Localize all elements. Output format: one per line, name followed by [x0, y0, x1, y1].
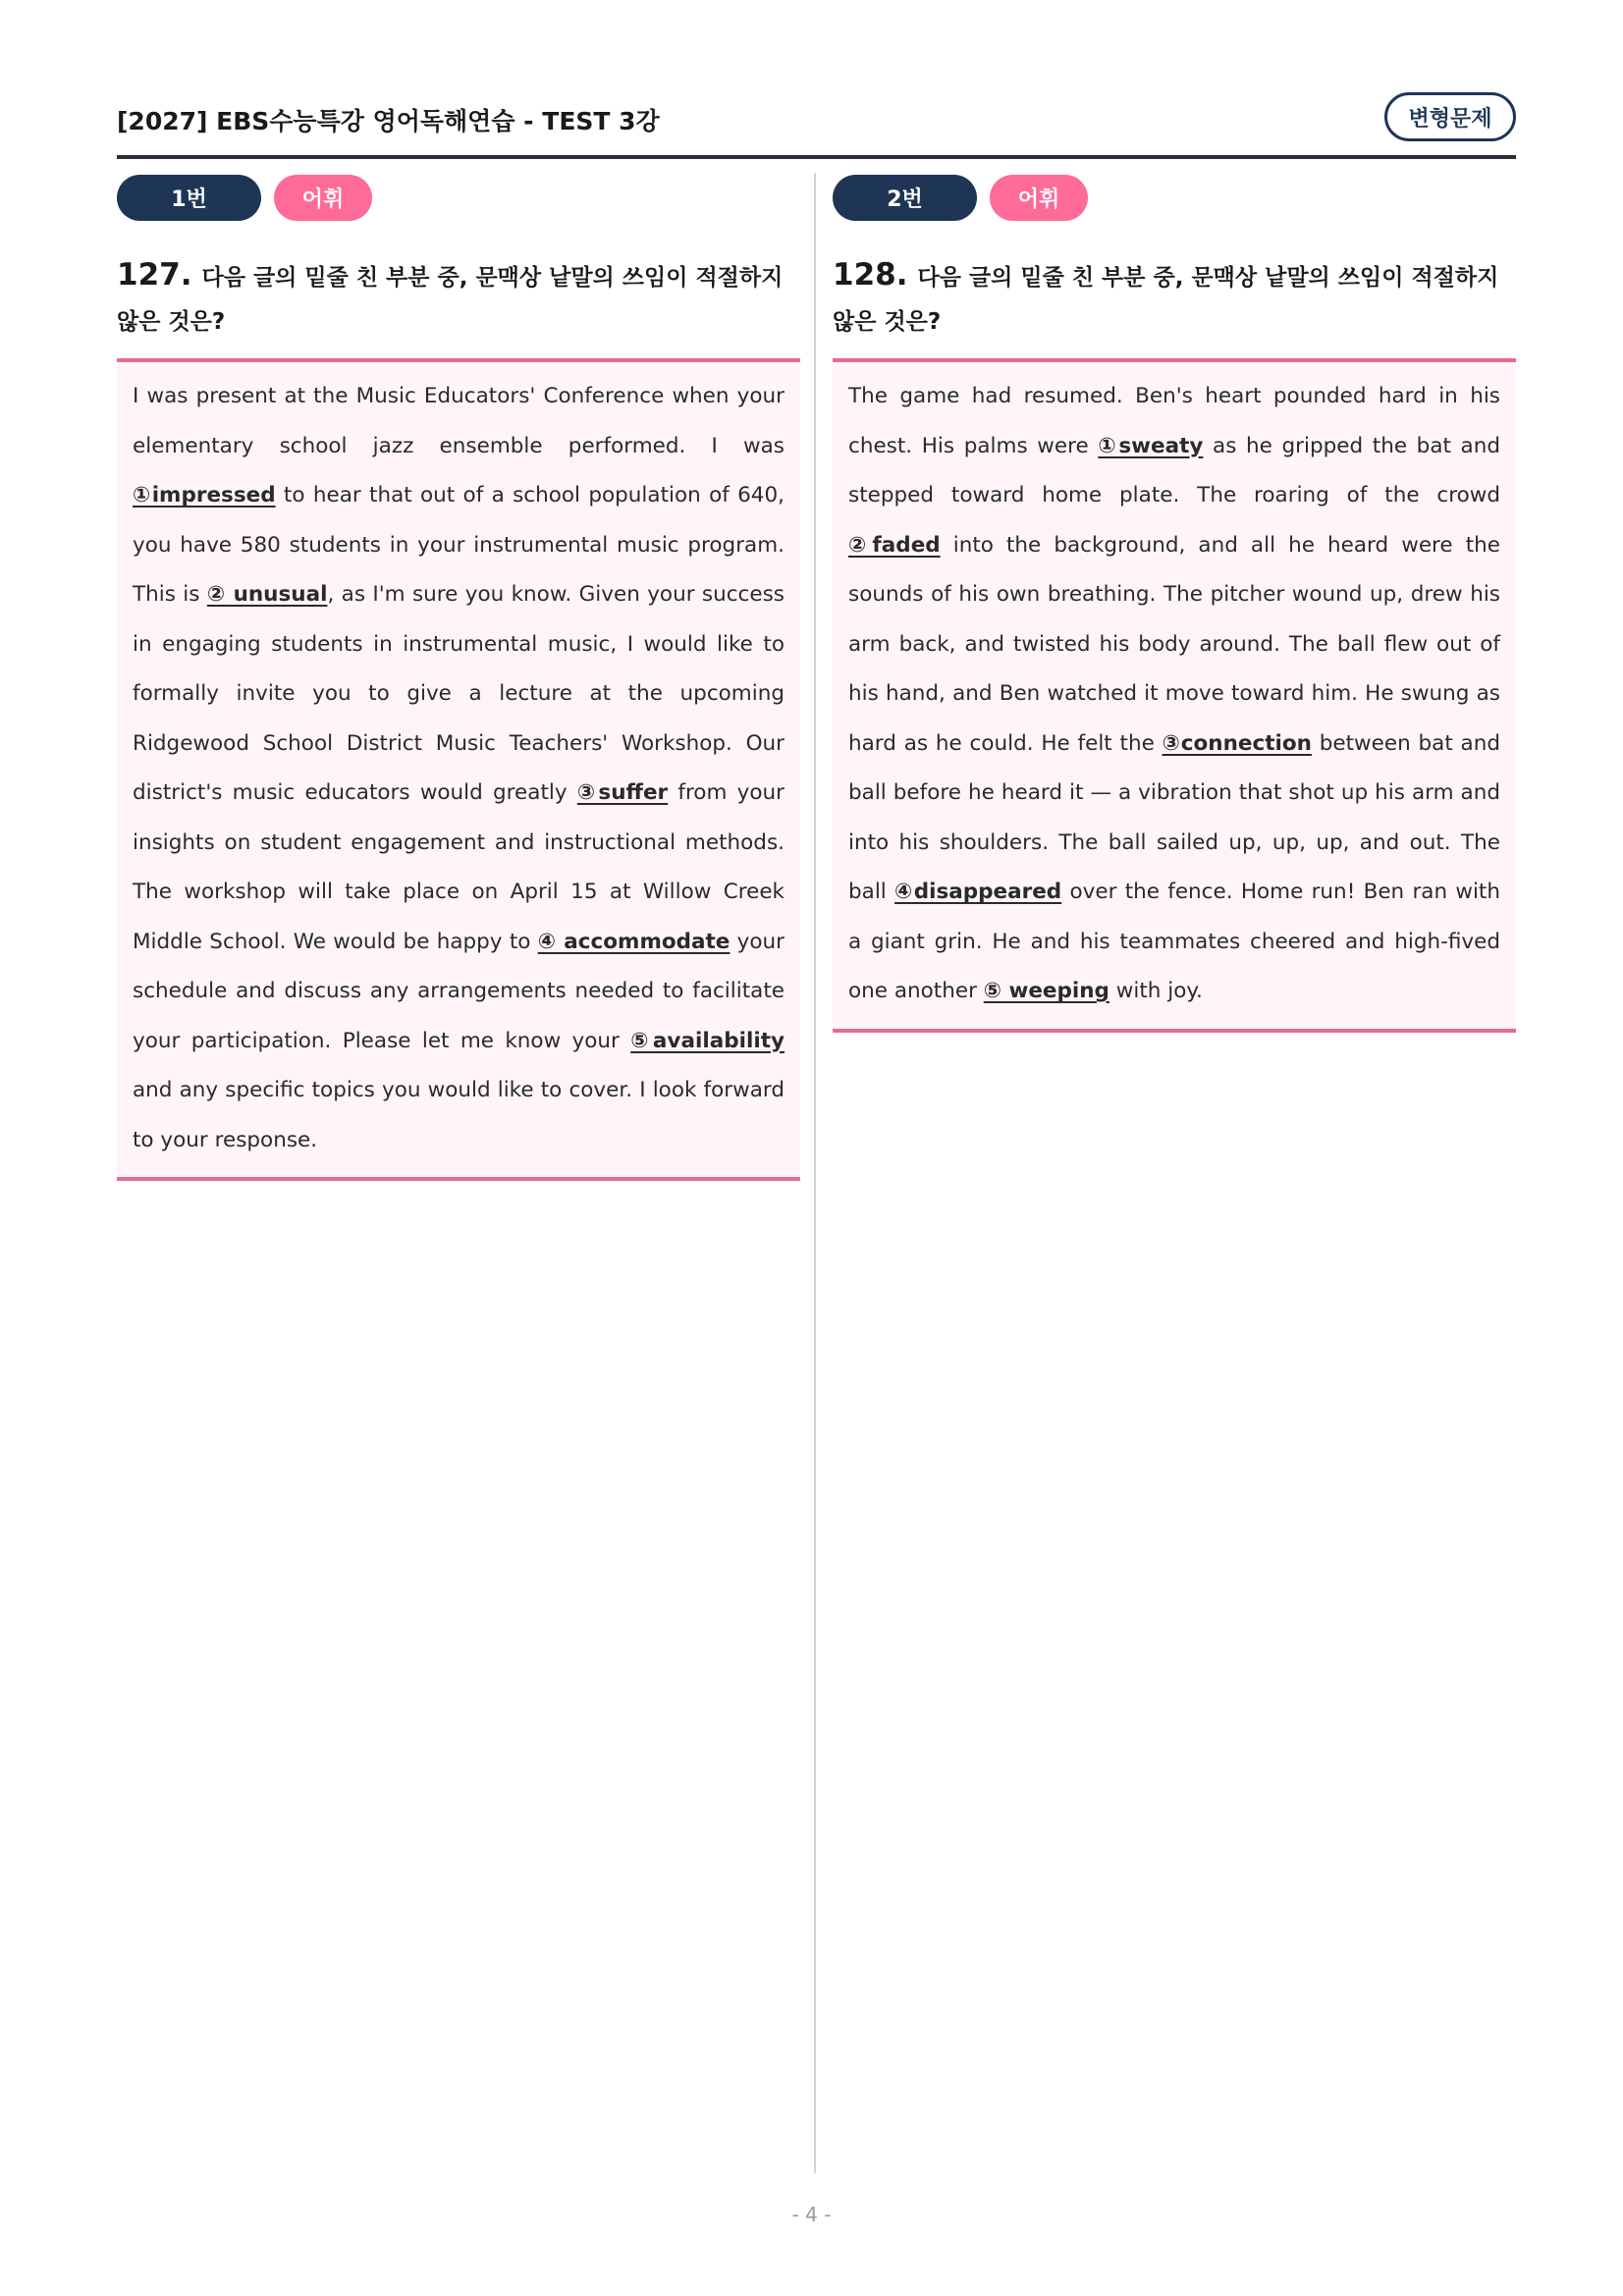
question-number: 127. [117, 257, 192, 293]
passage-text: , as I'm sure you know. Given your success in engaging students in instrumental music, I would like to formally invite you to give a lecture at the upcoming Ridgewood School District Music Teachers' Workshop. Our district's music educators would greatly [133, 582, 784, 805]
passage-text: as he gripped the bat and stepped toward home plate. The roaring of the crowd [848, 433, 1500, 507]
underlined-choice: ⑤ weeping [983, 979, 1109, 1003]
underlined-choice: ②faded [848, 532, 941, 558]
passage-text: I was present at the Music Educators' Conference when your elementary school jazz ensemble performed. I was [133, 384, 784, 458]
passage-text: and any specific topics you would like to cover. I look forward to your response. [133, 1078, 784, 1152]
question-column-2 [833, 175, 1516, 1033]
underlined-choice: ③connection [1162, 730, 1312, 756]
question-prompt [833, 253, 1516, 345]
question-type-tag: 어휘 [274, 175, 372, 221]
question-column-1 [117, 175, 800, 1181]
passage-text: between bat and ball before he heard it — a vibration that shot up his arm and into his shoulders. The ball sailed up, up, up, and out. The ball [848, 730, 1500, 904]
question-tags [117, 175, 800, 222]
question-prompt [117, 253, 800, 345]
passage-text: from your insights on student engagement and instructional methods. The workshop will take place on April 15 at Willow Creek Middle School. We would be happy to [133, 780, 784, 954]
passage-text: into the background, and all he heard were the sounds of his own breathing. The pitcher wound up, drew his arm back, and twisted his body around. The ball flew out of his hand, and Ben watched it move toward him. He swung as hard as he could. He felt the [848, 532, 1500, 756]
question-type-tag: 어휘 [990, 175, 1088, 221]
underlined-choice: ④ accommodate [537, 929, 730, 954]
passage-box [117, 358, 800, 1181]
underlined-choice: ② unusual [206, 582, 328, 607]
page-number: - 4 - [791, 2203, 832, 2226]
question-number-tag: 2번 [833, 175, 977, 221]
variant-badge: 변형문제 [1384, 92, 1516, 141]
passage-box [833, 358, 1516, 1033]
page-header [117, 96, 1516, 159]
question-number-tag: 1번 [117, 175, 261, 221]
document-title: [2027] EBS수능특강 영어독해연습 - TEST 3강 [117, 107, 660, 135]
passage-text: The game had resumed. Ben's heart pounded hard in his chest. His palms were [848, 384, 1500, 458]
question-text: 다음 글의 밑줄 친 부분 중, 문맥상 낱말의 쓰임이 적절하지 않은 것은? [117, 265, 784, 335]
question-number: 128. [833, 257, 908, 293]
passage-text: to hear that out of a school population of 640, you have 580 students in your instrumental music program. This is [133, 483, 784, 607]
underlined-choice: ④disappeared [894, 880, 1062, 904]
passage-text: over the fence. Home run! Ben ran with a giant grin. He and his teammates cheered and high-fived one another [848, 880, 1500, 1003]
passage-text: with joy. [1109, 979, 1203, 1003]
question-tags [833, 175, 1516, 222]
question-text: 다음 글의 밑줄 친 부분 중, 문맥상 낱말의 쓰임이 적절하지 않은 것은? [833, 265, 1499, 335]
underlined-choice: ①sweaty [1098, 433, 1204, 458]
underlined-choice: ①impressed [133, 483, 276, 507]
underlined-choice: ⑤availability [630, 1028, 784, 1053]
column-divider [814, 173, 816, 2173]
underlined-choice: ③suffer [576, 780, 669, 805]
passage-text: your schedule and discuss any arrangements needed to facilitate your participation. Please let me know your [133, 929, 784, 1053]
